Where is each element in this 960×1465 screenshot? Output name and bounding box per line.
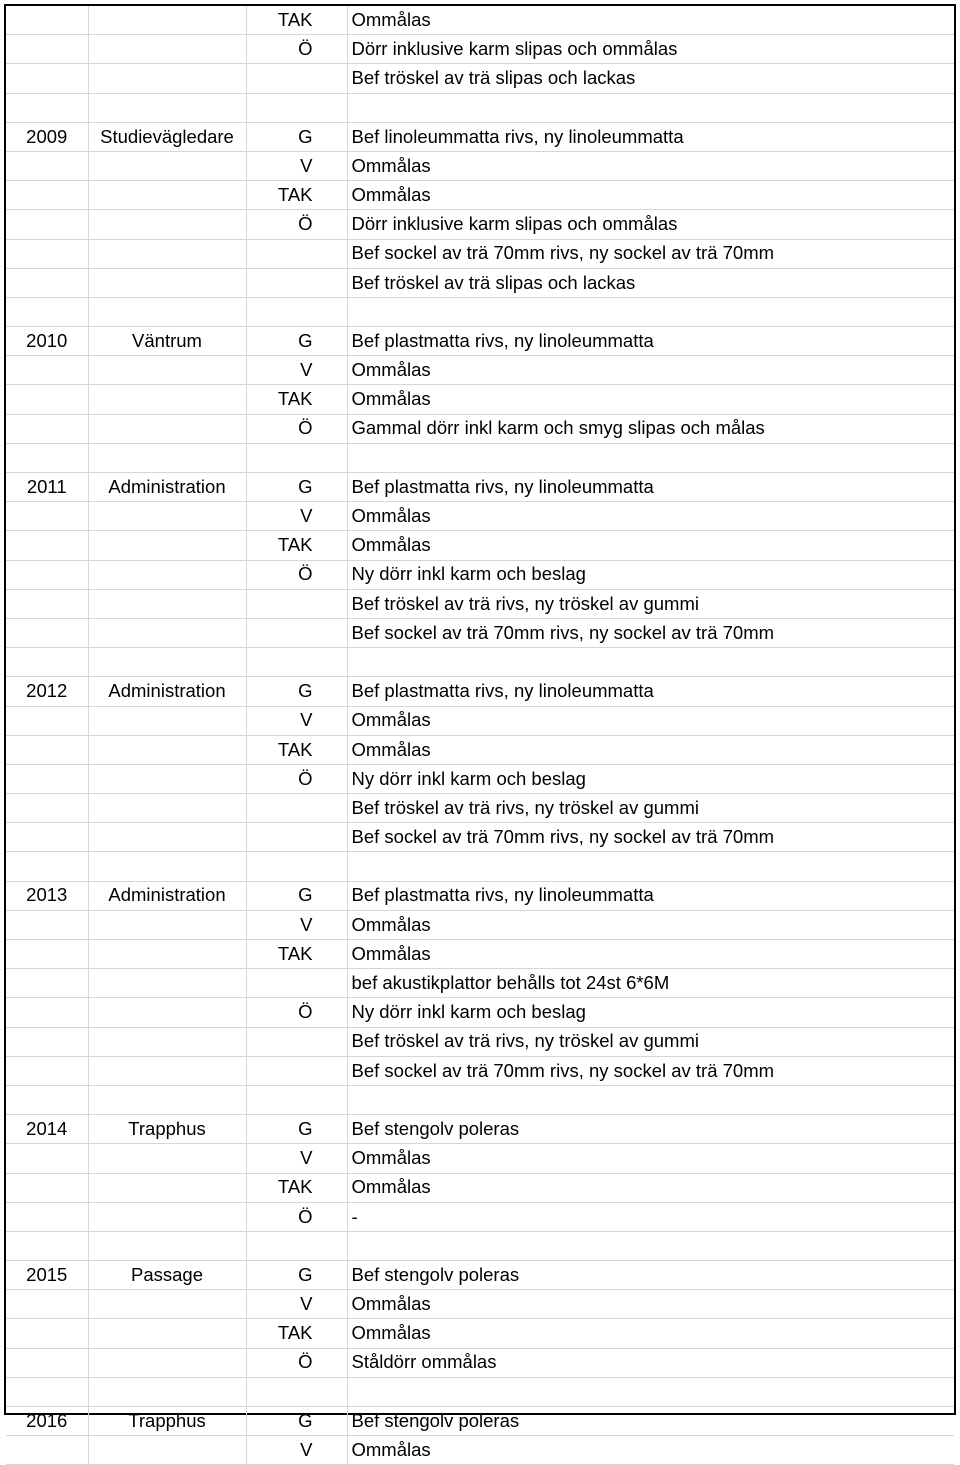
room-name-cell[interactable] <box>88 940 246 969</box>
room-name-cell[interactable] <box>88 852 246 881</box>
room-name-cell[interactable]: Studievägledare <box>88 122 246 151</box>
table-row <box>6 910 954 939</box>
work-description-cell[interactable] <box>347 297 954 326</box>
room-number-cell[interactable] <box>6 706 88 735</box>
work-description-cell[interactable] <box>347 1085 954 1114</box>
table-row <box>6 1348 954 1377</box>
work-description-cell[interactable]: Ståldörr ommålas <box>347 1348 954 1377</box>
surface-code-cell[interactable] <box>246 93 347 122</box>
table-row <box>6 502 954 531</box>
room-number-cell[interactable] <box>6 443 88 472</box>
table-row <box>6 1290 954 1319</box>
room-name-cell[interactable] <box>88 502 246 531</box>
table-body <box>6 6 954 1465</box>
room-number-cell[interactable] <box>6 1231 88 1260</box>
room-number-cell[interactable]: 2015 <box>6 1261 88 1290</box>
surface-code-cell[interactable]: G <box>246 677 347 706</box>
surface-code-cell[interactable]: V <box>246 706 347 735</box>
room-name-cell[interactable] <box>88 1377 246 1406</box>
work-description-cell[interactable] <box>347 1231 954 1260</box>
work-description-cell[interactable]: Bef plastmatta rivs, ny linoleummatta <box>347 881 954 910</box>
room-name-cell[interactable] <box>88 1202 246 1231</box>
room-name-cell[interactable] <box>88 210 246 239</box>
room-name-cell[interactable] <box>88 181 246 210</box>
work-description-cell[interactable]: Ommålas <box>347 1436 954 1465</box>
room-name-cell[interactable] <box>88 239 246 268</box>
room-name-cell[interactable] <box>88 1319 246 1348</box>
room-number-cell[interactable] <box>6 1056 88 1085</box>
work-description-cell[interactable]: Bef sockel av trä 70mm rivs, ny sockel av trä 70mm <box>347 239 954 268</box>
work-description-cell[interactable]: Bef stengolv poleras <box>347 1407 954 1436</box>
room-number-cell[interactable] <box>6 735 88 764</box>
surface-code-cell[interactable]: Ö <box>246 560 347 589</box>
table-row <box>6 1085 954 1114</box>
room-name-cell[interactable] <box>88 414 246 443</box>
table-row <box>6 473 954 502</box>
work-description-cell[interactable]: Ommålas <box>347 385 954 414</box>
table-row <box>6 1173 954 1202</box>
table-row <box>6 998 954 1027</box>
room-number-cell[interactable] <box>6 910 88 939</box>
table-row <box>6 881 954 910</box>
room-name-cell[interactable] <box>88 151 246 180</box>
room-number-cell[interactable] <box>6 794 88 823</box>
room-name-cell[interactable] <box>88 794 246 823</box>
work-description-cell[interactable] <box>347 93 954 122</box>
surface-code-cell[interactable] <box>246 1027 347 1056</box>
room-number-cell[interactable]: 2013 <box>6 881 88 910</box>
table-row <box>6 1115 954 1144</box>
table-row <box>6 239 954 268</box>
room-name-cell[interactable] <box>88 560 246 589</box>
work-description-cell[interactable]: Bef sockel av trä 70mm rivs, ny sockel av trä 70mm <box>347 618 954 647</box>
room-number-cell[interactable]: 2009 <box>6 122 88 151</box>
table-row <box>6 297 954 326</box>
work-description-cell[interactable]: Bef tröskel av trä rivs, ny tröskel av gummi <box>347 589 954 618</box>
work-description-cell[interactable]: Ny dörr inkl karm och beslag <box>347 998 954 1027</box>
surface-code-cell[interactable] <box>246 794 347 823</box>
room-name-cell[interactable] <box>88 969 246 998</box>
room-name-cell[interactable] <box>88 1144 246 1173</box>
room-number-cell[interactable]: 2016 <box>6 1407 88 1436</box>
surface-code-cell[interactable] <box>246 648 347 677</box>
room-number-cell[interactable] <box>6 1173 88 1202</box>
surface-code-cell[interactable] <box>246 618 347 647</box>
surface-code-cell[interactable]: G <box>246 473 347 502</box>
work-description-cell[interactable]: Bef plastmatta rivs, ny linoleummatta <box>347 473 954 502</box>
table-row <box>6 677 954 706</box>
table-row <box>6 589 954 618</box>
room-number-cell[interactable] <box>6 618 88 647</box>
work-description-cell[interactable]: Ny dörr inkl karm och beslag <box>347 560 954 589</box>
table-row <box>6 1319 954 1348</box>
surface-code-cell[interactable]: V <box>246 356 347 385</box>
surface-code-cell[interactable] <box>246 969 347 998</box>
table-row <box>6 1144 954 1173</box>
work-description-cell[interactable]: Ommålas <box>347 6 954 35</box>
spreadsheet <box>4 4 956 1461</box>
surface-code-cell[interactable] <box>246 268 347 297</box>
room-name-cell[interactable] <box>88 268 246 297</box>
table-row <box>6 122 954 151</box>
surface-code-cell[interactable]: Ö <box>246 1202 347 1231</box>
work-description-cell[interactable]: Bef sockel av trä 70mm rivs, ny sockel av trä 70mm <box>347 823 954 852</box>
surface-code-cell[interactable]: V <box>246 1436 347 1465</box>
room-number-cell[interactable] <box>6 589 88 618</box>
work-description-cell[interactable]: Dörr inklusive karm slipas och ommålas <box>347 35 954 64</box>
work-description-cell[interactable]: - <box>347 1202 954 1231</box>
table-row <box>6 794 954 823</box>
table-row <box>6 414 954 443</box>
surface-code-cell[interactable]: G <box>246 1115 347 1144</box>
room-name-cell[interactable] <box>88 910 246 939</box>
room-name-cell[interactable] <box>88 35 246 64</box>
work-description-cell[interactable]: Ommålas <box>347 706 954 735</box>
work-description-cell[interactable]: Gammal dörr inkl karm och smyg slipas och målas <box>347 414 954 443</box>
work-description-cell[interactable]: Bef tröskel av trä slipas och lackas <box>347 268 954 297</box>
room-number-cell[interactable] <box>6 852 88 881</box>
work-description-cell[interactable]: Bef plastmatta rivs, ny linoleummatta <box>347 677 954 706</box>
work-description-cell[interactable]: Ommålas <box>347 151 954 180</box>
room-name-cell[interactable]: Administration <box>88 881 246 910</box>
table-row <box>6 356 954 385</box>
surface-code-cell[interactable]: G <box>246 1261 347 1290</box>
room-number-cell[interactable] <box>6 648 88 677</box>
room-number-cell[interactable] <box>6 1348 88 1377</box>
table-row <box>6 735 954 764</box>
work-description-cell[interactable]: Ommålas <box>347 735 954 764</box>
table-row <box>6 443 954 472</box>
room-schedule-table <box>6 6 954 1465</box>
room-name-cell[interactable] <box>88 6 246 35</box>
room-name-cell[interactable] <box>88 1290 246 1319</box>
room-number-cell[interactable] <box>6 1290 88 1319</box>
work-description-cell[interactable] <box>347 852 954 881</box>
table-row <box>6 385 954 414</box>
room-number-cell[interactable] <box>6 297 88 326</box>
room-number-cell[interactable] <box>6 969 88 998</box>
room-name-cell[interactable] <box>88 1231 246 1260</box>
table-row <box>6 940 954 969</box>
work-description-cell[interactable]: Bef tröskel av trä rivs, ny tröskel av gummi <box>347 1027 954 1056</box>
table-row <box>6 1377 954 1406</box>
work-description-cell[interactable] <box>347 443 954 472</box>
room-number-cell[interactable] <box>6 1319 88 1348</box>
table-row <box>6 1231 954 1260</box>
table-row <box>6 35 954 64</box>
work-description-cell[interactable]: Bef tröskel av trä rivs, ny tröskel av gummi <box>347 794 954 823</box>
room-number-cell[interactable] <box>6 6 88 35</box>
room-name-cell[interactable] <box>88 297 246 326</box>
room-number-cell[interactable] <box>6 1144 88 1173</box>
work-description-cell[interactable]: Ommålas <box>347 1290 954 1319</box>
surface-code-cell[interactable]: TAK <box>246 385 347 414</box>
room-name-cell[interactable] <box>88 443 246 472</box>
surface-code-cell[interactable] <box>246 852 347 881</box>
surface-code-cell[interactable] <box>246 823 347 852</box>
room-name-cell[interactable] <box>88 93 246 122</box>
work-description-cell[interactable]: Ommålas <box>347 1144 954 1173</box>
table-row <box>6 93 954 122</box>
work-description-cell[interactable]: Ommålas <box>347 940 954 969</box>
surface-code-cell[interactable]: Ö <box>246 35 347 64</box>
room-number-cell[interactable] <box>6 210 88 239</box>
room-number-cell[interactable] <box>6 531 88 560</box>
room-number-cell[interactable] <box>6 239 88 268</box>
table-row <box>6 210 954 239</box>
surface-code-cell[interactable]: TAK <box>246 1319 347 1348</box>
work-description-cell[interactable] <box>347 648 954 677</box>
room-name-cell[interactable] <box>88 1027 246 1056</box>
work-description-cell[interactable]: Ommålas <box>347 356 954 385</box>
surface-code-cell[interactable]: TAK <box>246 735 347 764</box>
surface-code-cell[interactable]: G <box>246 1407 347 1436</box>
table-row <box>6 969 954 998</box>
surface-code-cell[interactable]: V <box>246 910 347 939</box>
room-number-cell[interactable] <box>6 1436 88 1465</box>
surface-code-cell[interactable]: V <box>246 502 347 531</box>
surface-code-cell[interactable] <box>246 443 347 472</box>
room-name-cell[interactable] <box>88 764 246 793</box>
room-name-cell[interactable]: Passage <box>88 1261 246 1290</box>
room-name-cell[interactable] <box>88 1348 246 1377</box>
room-name-cell[interactable] <box>88 648 246 677</box>
table-row <box>6 1261 954 1290</box>
room-number-cell[interactable] <box>6 181 88 210</box>
surface-code-cell[interactable]: Ö <box>246 764 347 793</box>
surface-code-cell[interactable]: TAK <box>246 940 347 969</box>
table-row <box>6 327 954 356</box>
room-name-cell[interactable] <box>88 998 246 1027</box>
room-name-cell[interactable] <box>88 356 246 385</box>
work-description-cell[interactable]: bef akustikplattor behålls tot 24st 6*6M <box>347 969 954 998</box>
surface-code-cell[interactable]: V <box>246 151 347 180</box>
table-row <box>6 181 954 210</box>
surface-code-cell[interactable]: V <box>246 1290 347 1319</box>
surface-code-cell[interactable]: G <box>246 881 347 910</box>
work-description-cell[interactable]: Bef plastmatta rivs, ny linoleummatta <box>347 327 954 356</box>
room-name-cell[interactable] <box>88 1436 246 1465</box>
room-number-cell[interactable] <box>6 502 88 531</box>
table-row <box>6 1056 954 1085</box>
room-number-cell[interactable] <box>6 385 88 414</box>
table-row <box>6 151 954 180</box>
surface-code-cell[interactable] <box>246 1377 347 1406</box>
room-number-cell[interactable] <box>6 560 88 589</box>
table-row <box>6 618 954 647</box>
room-number-cell[interactable] <box>6 764 88 793</box>
surface-code-cell[interactable]: Ö <box>246 1348 347 1377</box>
surface-code-cell[interactable]: G <box>246 122 347 151</box>
room-number-cell[interactable] <box>6 940 88 969</box>
work-description-cell[interactable]: Bef stengolv poleras <box>347 1261 954 1290</box>
work-description-cell[interactable]: Bef sockel av trä 70mm rivs, ny sockel av trä 70mm <box>347 1056 954 1085</box>
work-description-cell[interactable]: Ommålas <box>347 910 954 939</box>
room-number-cell[interactable] <box>6 151 88 180</box>
surface-code-cell[interactable]: Ö <box>246 998 347 1027</box>
room-number-cell[interactable]: 2012 <box>6 677 88 706</box>
room-name-cell[interactable]: Trapphus <box>88 1115 246 1144</box>
work-description-cell[interactable]: Ommålas <box>347 531 954 560</box>
room-number-cell[interactable]: 2011 <box>6 473 88 502</box>
room-number-cell[interactable] <box>6 1085 88 1114</box>
table-row <box>6 1407 954 1436</box>
work-description-cell[interactable]: Bef stengolv poleras <box>347 1115 954 1144</box>
room-name-cell[interactable] <box>88 1173 246 1202</box>
surface-code-cell[interactable]: TAK <box>246 181 347 210</box>
room-number-cell[interactable] <box>6 823 88 852</box>
surface-code-cell[interactable]: TAK <box>246 531 347 560</box>
table-row <box>6 1027 954 1056</box>
room-name-cell[interactable] <box>88 1056 246 1085</box>
room-number-cell[interactable] <box>6 1202 88 1231</box>
room-number-cell[interactable] <box>6 1377 88 1406</box>
room-number-cell[interactable] <box>6 1027 88 1056</box>
table-row <box>6 560 954 589</box>
room-number-cell[interactable] <box>6 35 88 64</box>
work-description-cell[interactable]: Ommålas <box>347 1319 954 1348</box>
room-name-cell[interactable] <box>88 531 246 560</box>
room-name-cell[interactable] <box>88 706 246 735</box>
room-name-cell[interactable]: Trapphus <box>88 1407 246 1436</box>
table-row <box>6 1202 954 1231</box>
surface-code-cell[interactable]: V <box>246 1144 347 1173</box>
work-description-cell[interactable]: Bef linoleummatta rivs, ny linoleummatta <box>347 122 954 151</box>
surface-code-cell[interactable]: TAK <box>246 1173 347 1202</box>
room-name-cell[interactable] <box>88 823 246 852</box>
surface-code-cell[interactable]: Ö <box>246 210 347 239</box>
surface-code-cell[interactable]: G <box>246 327 347 356</box>
surface-code-cell[interactable] <box>246 64 347 93</box>
surface-code-cell[interactable] <box>246 1231 347 1260</box>
room-name-cell[interactable] <box>88 64 246 93</box>
room-name-cell[interactable] <box>88 385 246 414</box>
table-row <box>6 531 954 560</box>
room-number-cell[interactable] <box>6 93 88 122</box>
table-row <box>6 648 954 677</box>
room-number-cell[interactable] <box>6 414 88 443</box>
surface-code-cell[interactable]: Ö <box>246 414 347 443</box>
work-description-cell[interactable]: Bef tröskel av trä slipas och lackas <box>347 64 954 93</box>
room-name-cell[interactable]: Administration <box>88 677 246 706</box>
room-name-cell[interactable]: Administration <box>88 473 246 502</box>
surface-code-cell[interactable] <box>246 1085 347 1114</box>
surface-code-cell[interactable] <box>246 239 347 268</box>
surface-code-cell[interactable] <box>246 1056 347 1085</box>
room-number-cell[interactable] <box>6 356 88 385</box>
table-row <box>6 823 954 852</box>
room-name-cell[interactable] <box>88 735 246 764</box>
room-name-cell[interactable]: Väntrum <box>88 327 246 356</box>
table-row <box>6 852 954 881</box>
room-number-cell[interactable]: 2014 <box>6 1115 88 1144</box>
work-description-cell[interactable]: Ommålas <box>347 502 954 531</box>
table-row <box>6 64 954 93</box>
work-description-cell[interactable]: Ommålas <box>347 181 954 210</box>
room-number-cell[interactable] <box>6 998 88 1027</box>
surface-code-cell[interactable]: TAK <box>246 6 347 35</box>
room-number-cell[interactable] <box>6 64 88 93</box>
surface-code-cell[interactable] <box>246 589 347 618</box>
room-number-cell[interactable] <box>6 268 88 297</box>
work-description-cell[interactable]: Ny dörr inkl karm och beslag <box>347 764 954 793</box>
work-description-cell[interactable]: Ommålas <box>347 1173 954 1202</box>
work-description-cell[interactable] <box>347 1377 954 1406</box>
room-name-cell[interactable] <box>88 618 246 647</box>
table-row <box>6 1436 954 1465</box>
surface-code-cell[interactable] <box>246 297 347 326</box>
table-row <box>6 6 954 35</box>
room-name-cell[interactable] <box>88 1085 246 1114</box>
table-row <box>6 268 954 297</box>
table-row <box>6 706 954 735</box>
room-name-cell[interactable] <box>88 589 246 618</box>
work-description-cell[interactable]: Dörr inklusive karm slipas och ommålas <box>347 210 954 239</box>
table-row <box>6 764 954 793</box>
room-number-cell[interactable]: 2010 <box>6 327 88 356</box>
